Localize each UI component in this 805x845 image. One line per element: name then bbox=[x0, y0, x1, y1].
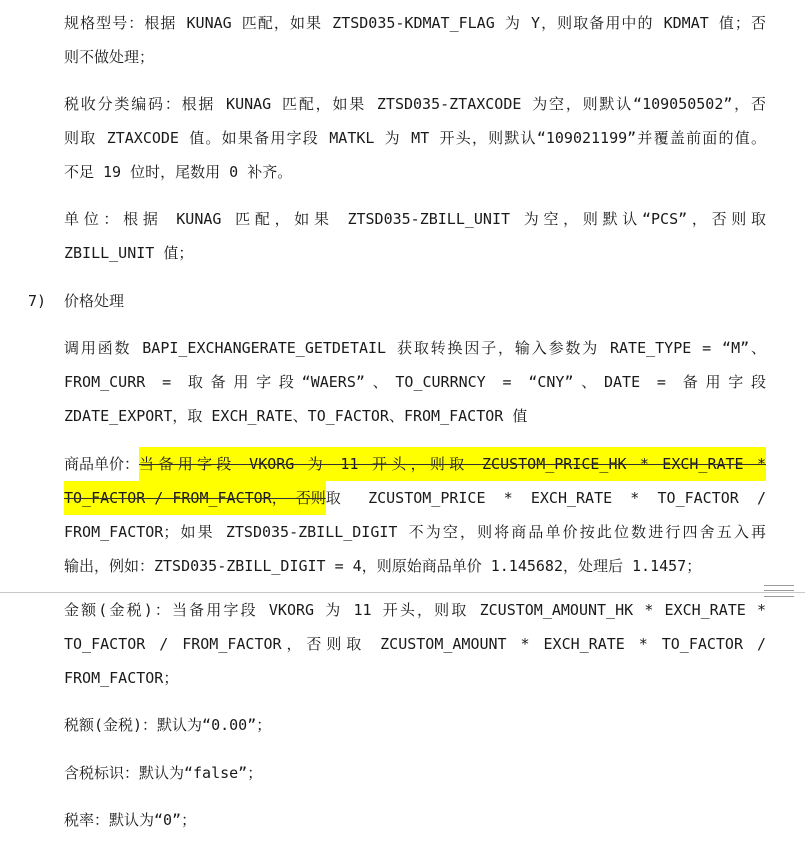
paragraph-line: TO_FACTOR / FROM_FACTOR，否则取 ZCUSTOM_AMOUNT * EXCH_RATE * TO_FACTOR / bbox=[64, 635, 766, 653]
paragraph-line: FROM_FACTOR； bbox=[64, 669, 179, 687]
list-number: 7) bbox=[28, 292, 47, 310]
paragraph-line: 输出，例如：ZTSD035-ZBILL_DIGIT = 4，则原始商品单价 1.145682，处理后 1.1457； bbox=[64, 557, 702, 575]
paragraph-amount bbox=[64, 593, 766, 695]
paragraph-line: 税收分类编码：根据 KUNAG 匹配，如果 ZTSD035-ZTAXCODE 为空，则默认“109050502”，否 bbox=[64, 95, 766, 113]
paragraph-line: 规格型号：根据 KUNAG 匹配，如果 ZTSD035-KDMAT_FLAG 为 Y，则取备用中的 KDMAT 值；否 bbox=[64, 14, 766, 32]
paragraph-line: ZBILL_UNIT 值； bbox=[64, 244, 194, 262]
paragraph-line bbox=[64, 481, 766, 515]
paragraph-line: FROM_CURR = 取备用字段“WAERS”、TO_CURRNCY = “CNY”、DATE = 备用字段 bbox=[64, 373, 766, 391]
paragraph-line: 调用函数 BAPI_EXCHANGERATE_GETDETAIL 获取转换因子，输入参数为 RATE_TYPE = “M”、 bbox=[64, 339, 766, 357]
paragraph-tax-included-flag bbox=[64, 756, 766, 790]
paragraph-line: 则不做处理； bbox=[64, 48, 155, 66]
paragraph-line: 税额(金税)：默认为“0.00”； bbox=[64, 716, 272, 734]
heading-text: 价格处理 bbox=[64, 292, 125, 310]
paragraph-line: FROM_FACTOR；如果 ZTSD035-ZBILL_DIGIT 不为空，则将商品单价按此位数进行四舍五入再 bbox=[64, 523, 766, 541]
field-label: 商品单价： bbox=[64, 455, 140, 473]
tracked-deletion-text: TO_FACTOR / FROM_FACTOR， 否则 bbox=[64, 481, 326, 515]
section-heading-price bbox=[64, 284, 766, 318]
paragraph-tax-code bbox=[64, 87, 766, 189]
paragraph-line: ZDATE_EXPORT，取 EXCH_RATE、TO_FACTOR、FROM_FACTOR 值 bbox=[64, 407, 528, 425]
paragraph-exchange-rate bbox=[64, 331, 766, 433]
paragraph-line: 则取 ZTAXCODE 值。如果备用字段 MATKL 为 MT 开头，则默认“109021199”并覆盖前面的值。 bbox=[64, 129, 766, 147]
paragraph-line: 单位：根据 KUNAG 匹配，如果 ZTSD035-ZBILL_UNIT 为空，则默认“PCS”，否则取 bbox=[64, 210, 766, 228]
paragraph-line bbox=[64, 447, 766, 481]
paragraph-tax-amount bbox=[64, 708, 766, 742]
paragraph-line: 含税标识：默认为“false”； bbox=[64, 764, 263, 782]
paragraph-line: 不足 19 位时，尾数用 0 补齐。 bbox=[64, 163, 293, 181]
page-break-marker-icon bbox=[764, 585, 794, 597]
paragraph-unit bbox=[64, 202, 766, 270]
paragraph-tax-rate bbox=[64, 803, 766, 837]
tracked-deletion-text: 当备用字段 VKORG 为 11 开头，则取 ZCUSTOM_PRICE_HK * EXCH_RATE * bbox=[139, 447, 766, 481]
paragraph-line: 金额(金税)：当备用字段 VKORG 为 11 开头，则取 ZCUSTOM_AMOUNT_HK * EXCH_RATE * bbox=[64, 601, 766, 619]
paragraph-line: 税率：默认为“0”； bbox=[64, 811, 197, 829]
paragraph-text: 取 ZCUSTOM_PRICE * EXCH_RATE * TO_FACTOR / bbox=[325, 489, 766, 507]
paragraph-spec-model bbox=[64, 6, 766, 74]
paragraph-unit-price bbox=[64, 447, 766, 583]
